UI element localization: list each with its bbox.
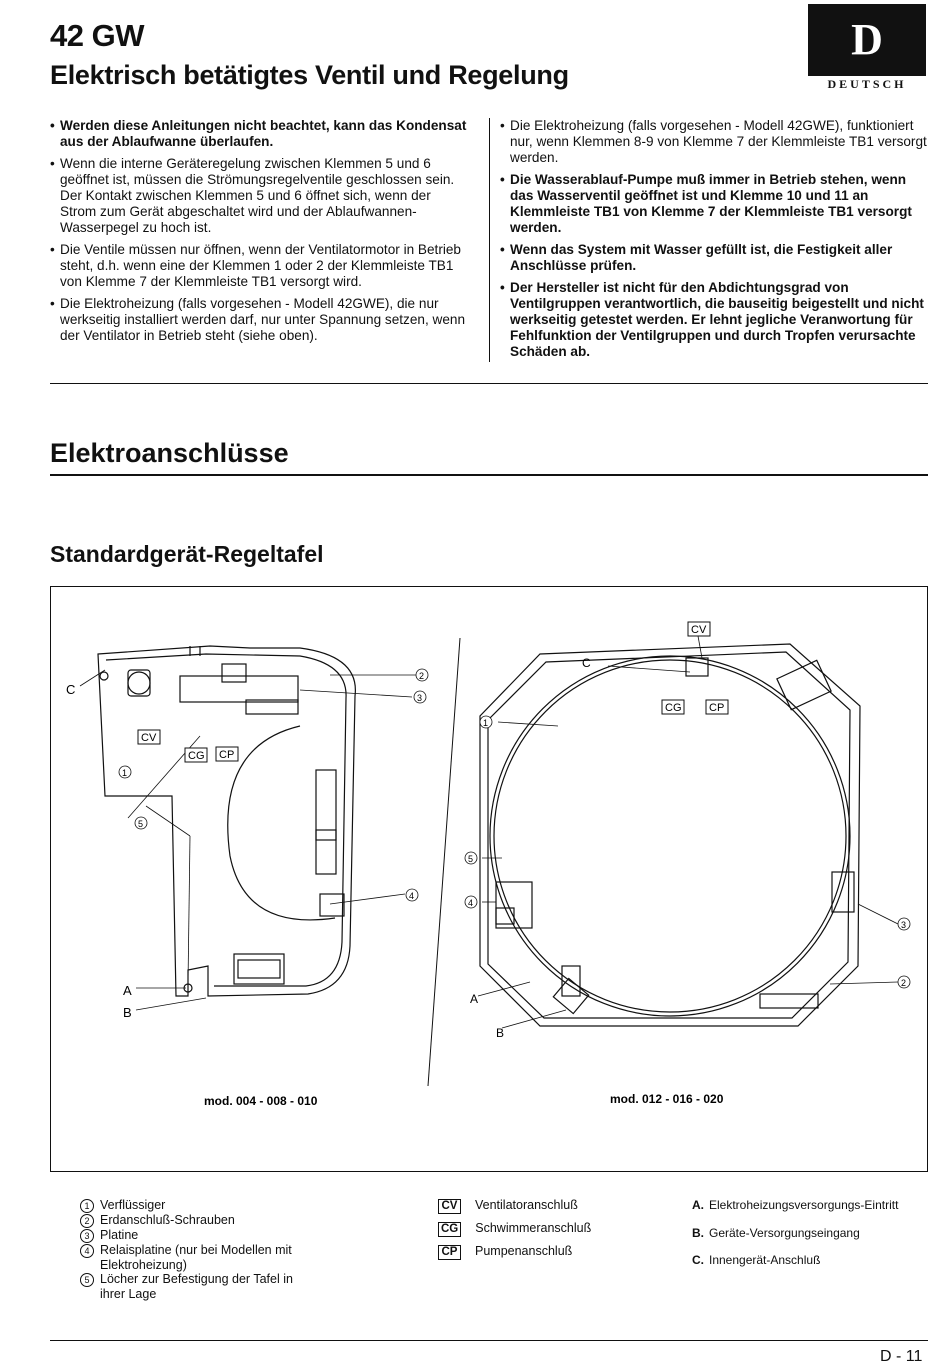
tag-cp-right <box>706 700 728 714</box>
legend-text: Pumpenanschluß <box>475 1244 573 1258</box>
legend-code-item <box>438 1244 658 1260</box>
connector-code-tag: CV <box>438 1199 461 1214</box>
bullet-paragraph <box>50 242 468 290</box>
legend-letter: C. <box>692 1253 704 1267</box>
legend-code-item <box>438 1221 658 1237</box>
label-a-left: A <box>123 983 132 998</box>
bullet-icon: • <box>500 172 505 187</box>
legend-letter-item <box>692 1198 928 1213</box>
circled-number-icon: 3 <box>80 1229 94 1243</box>
bullet-icon: • <box>500 280 505 295</box>
legend-number-item <box>80 1213 320 1228</box>
subsection-title: Standardgerät-Regeltafel <box>50 541 324 567</box>
bullet-paragraph <box>50 118 468 150</box>
diagram-divider <box>428 638 460 1086</box>
connector-code-tag: CP <box>438 1245 461 1260</box>
paragraph-text: Wenn das System mit Wasser gefüllt ist, die Festigkeit aller Anschlüsse prüfen. <box>510 242 893 273</box>
circled-number-icon: 1 <box>80 1199 94 1213</box>
legend-number-item <box>80 1243 320 1272</box>
legend-text: Schwimmeranschluß <box>475 1221 592 1235</box>
bullet-paragraph <box>500 172 928 236</box>
footer-rule <box>50 1340 928 1341</box>
language-label: DEUTSCH <box>827 77 907 91</box>
marker-3-left-text: 3 <box>417 693 423 703</box>
bullet-icon: • <box>50 156 55 171</box>
caption-right: mod. 012 - 016 - 020 <box>610 1092 724 1106</box>
paragraph-text: Werden diese Anleitungen nicht beachtet, kann das Kondensat aus der Ablaufwanne überlaufen. <box>60 118 467 149</box>
marker-4-left-text: 4 <box>409 891 415 901</box>
section-rule <box>50 474 928 476</box>
marker-5-left <box>135 817 147 829</box>
label-c-left: C <box>66 682 76 697</box>
paragraph-text: Die Ventile müssen nur öffnen, wenn der Ventilatormotor in Betrieb steht, d.h. wenn eine der Klemmen 1 oder 2 der Klemmleiste TB1 von Klemme 7 der Klemmleiste TB1 versorgt wird. <box>60 242 461 289</box>
marker-2-right-text: 2 <box>901 978 907 988</box>
legend-code-item <box>438 1198 658 1214</box>
page-number: D - 11 <box>880 1348 923 1365</box>
circled-number-icon: 4 <box>80 1244 94 1258</box>
connector-code-tag: CG <box>438 1222 461 1237</box>
marker-5-left-text: 5 <box>138 819 144 829</box>
left-column <box>50 118 468 350</box>
label-a-right: A <box>470 992 479 1006</box>
legend-codes <box>438 1198 658 1267</box>
marker-2-left <box>416 669 428 681</box>
tag-cg-right-text: CG <box>665 702 682 714</box>
tag-cv-right-text: CV <box>691 624 707 636</box>
paragraph-text: Die Elektroheizung (falls vorgesehen - Modell 42GWE), die nur werkseitig installiert werden darf, nur unter Spannung setzen, wenn der Ventilator in Betrieb steht (siehe oben). <box>60 296 466 343</box>
legend-letters <box>692 1198 928 1281</box>
bullet-paragraph <box>500 280 928 360</box>
bullet-paragraph <box>500 242 928 274</box>
legend-text: Elektroheizungsversorgungs-Eintritt <box>709 1198 899 1212</box>
marker-1-right-text: 1 <box>483 718 489 728</box>
marker-1-right <box>480 716 492 728</box>
marker-3-right <box>898 918 910 930</box>
model-title: 42 GW <box>50 18 144 53</box>
marker-3-left <box>414 691 426 703</box>
marker-5-right-text: 5 <box>468 854 474 864</box>
marker-2-left-text: 2 <box>419 671 425 681</box>
legend-numbers <box>80 1198 320 1301</box>
paragraph-text: Die Elektroheizung (falls vorgesehen - Modell 42GWE), funktioniert nur, wenn Klemmen 8-9 von Klemme 7 der Klemmleiste TB1 versorgt werden. <box>510 118 927 165</box>
right-column <box>500 118 928 366</box>
bullet-icon: • <box>50 242 55 257</box>
bullet-icon: • <box>50 296 55 311</box>
marker-4-right <box>465 896 477 908</box>
legend-number-item <box>80 1198 320 1213</box>
marker-1-left <box>119 766 131 778</box>
bullet-paragraph <box>50 296 468 344</box>
caption-left: mod. 004 - 008 - 010 <box>204 1094 318 1108</box>
legend-text: Platine <box>100 1228 139 1242</box>
language-badge: D <box>808 4 926 76</box>
circled-number-icon: 2 <box>80 1214 94 1228</box>
circled-number-icon: 5 <box>80 1273 94 1287</box>
legend-letter: A. <box>692 1198 704 1212</box>
bullet-paragraph <box>50 156 468 236</box>
column-divider <box>489 118 490 362</box>
legend-number-item <box>80 1272 320 1301</box>
legend-text: Verflüssiger <box>100 1198 166 1212</box>
right-leaders <box>478 636 898 1028</box>
tag-cv-right <box>688 622 710 636</box>
legend-letter-item <box>692 1226 928 1241</box>
section-title: Elektroanschlüsse <box>50 438 289 468</box>
divider <box>50 383 928 384</box>
marker-5-right <box>465 852 477 864</box>
legend-letter: B. <box>692 1225 704 1240</box>
tag-cv-left <box>138 730 160 744</box>
left-leaders <box>80 670 416 1010</box>
tag-cg-left-text: CG <box>188 750 205 762</box>
bullet-icon: • <box>50 118 55 133</box>
tag-cp-left <box>216 747 238 761</box>
tag-cg-right <box>662 700 684 714</box>
marker-4-left <box>406 889 418 901</box>
label-b-right: B <box>496 1026 505 1040</box>
bullet-paragraph <box>500 118 928 166</box>
legend-letter-item <box>692 1253 928 1268</box>
paragraph-text: Die Wasserablauf-Pumpe muß immer in Betrieb stehen, wenn das Wasserventil geöffnet ist und Klemme 10 und 11 an Klemmleiste TB1 von Klemme 7 der Klemmleiste TB1 versorgt werden. <box>510 172 912 235</box>
bullet-icon: • <box>500 118 505 133</box>
legend-text: Innengerät-Anschluß <box>709 1253 821 1267</box>
marker-4-right-text: 4 <box>468 898 474 908</box>
tag-cv-left-text: CV <box>141 732 157 744</box>
legend-text: Löcher zur Befestigung der Tafel in ihrer Lage <box>100 1272 293 1301</box>
paragraph-text: Der Hersteller ist nicht für den Abdichtungsgrad von Ventilgruppen verantwortlich, die bauseitig beigestellt und nicht werkseitig getestet werden. Er lehnt jegliche Veranwortung für Fehlfunktion der Ventilgruppen und durch Tropfen verursachte Schäden ab. <box>510 280 924 359</box>
marker-1-left-text: 1 <box>122 768 128 778</box>
tag-cg-left <box>185 748 207 762</box>
label-c-right: C <box>582 656 591 670</box>
legend-text: Erdanschluß-Schrauben <box>100 1213 235 1227</box>
tag-cp-left-text: CP <box>219 749 235 761</box>
page-title: Elektrisch betätigtes Ventil und Regelung <box>50 60 569 90</box>
marker-3-right-text: 3 <box>901 920 907 930</box>
paragraph-text: Wenn die interne Geräteregelung zwischen Klemmen 5 und 6 geöffnet ist, müssen die Strömungsregelventile geschlossen sein. Der Kontakt zwischen Klemmen 5 und 6 öffnet sich, wenn der Strom zum Gerät abgeschaltet wird und der Ablaufwannen-Wasserpegel zu hoch ist. <box>60 156 455 235</box>
wiring-diagram <box>50 586 926 1170</box>
legend-text: Ventilatoranschluß <box>475 1198 578 1212</box>
marker-2-right <box>898 976 910 988</box>
bullet-icon: • <box>500 242 505 257</box>
legend-text: Geräte-Versorgungseingang <box>709 1225 860 1240</box>
legend-text: Relaisplatine (nur bei Modellen mit Elektroheizung) <box>100 1243 292 1272</box>
tag-cp-right-text: CP <box>709 702 725 714</box>
label-b-left: B <box>123 1005 132 1020</box>
legend-number-item <box>80 1228 320 1243</box>
